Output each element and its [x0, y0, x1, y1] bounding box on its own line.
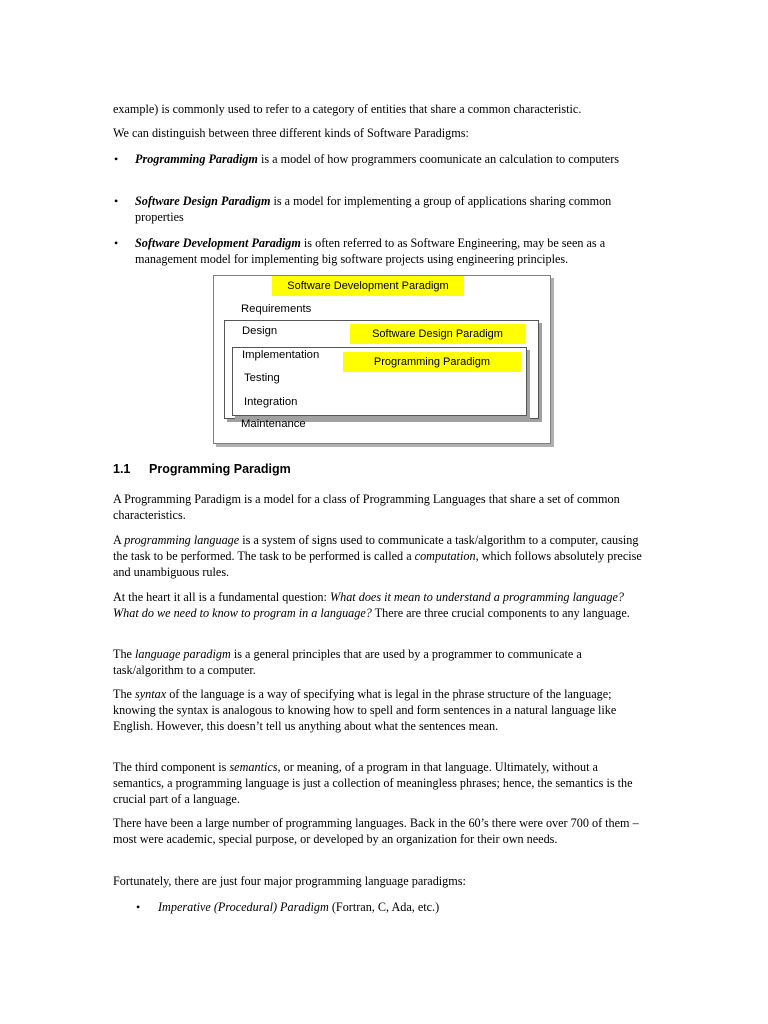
- term-computation: computation: [414, 549, 476, 563]
- list-item-software-design-paradigm: [135, 193, 650, 225]
- question: What does it mean to understand a programming language? What do we need to know to program in a language?: [113, 590, 625, 620]
- bullet-icon: •: [114, 236, 119, 250]
- term-language-paradigm: language paradigm: [135, 647, 231, 661]
- text: , which follows absolutely precise and unambiguous rules.: [113, 549, 642, 579]
- section-number: 1.1: [113, 462, 131, 476]
- list-item-programming-paradigm: [135, 151, 650, 167]
- text: is a general principles that are used by a programmer to communicate a task/algorithm to a computer.: [113, 647, 582, 677]
- text: , or meaning, of a program in that language. Ultimately, without a semantics, a programming language is just a collection of meaningless phrases; hence, the semantics is the crucial part of a language.: [113, 760, 633, 806]
- paragraph-7: There have been a large number of programming languages. Back in the 60’s there were over 700 of them – most were academic, special purpose, or developed by an organization for their own needs.: [113, 816, 639, 846]
- paragraph-4: [113, 646, 648, 678]
- list-term: Software Design Paradigm: [135, 194, 271, 208]
- implementation-label: Implementation: [242, 349, 320, 361]
- maintenance-label: Maintenance: [241, 418, 306, 430]
- paragraph-3: [113, 589, 648, 621]
- text: There are three crucial components to any language.: [371, 606, 630, 620]
- paradigm-diagram: [213, 275, 553, 447]
- paragraph-5: [113, 686, 648, 734]
- section-heading: [113, 462, 291, 476]
- term-syntax: syntax: [135, 687, 167, 701]
- section-title: Programming Paradigm: [149, 462, 291, 476]
- bullet-icon: •: [136, 900, 141, 914]
- term-programming-language: programming language: [124, 533, 240, 547]
- text: The: [113, 647, 135, 661]
- design-paradigm-label: Software Design Paradigm: [350, 324, 525, 344]
- paragraph-8: Fortunately, there are just four major programming language paradigms:: [113, 874, 466, 888]
- term-semantics: semantics: [229, 760, 278, 774]
- list-term: Software Development Paradigm: [135, 236, 301, 250]
- list-item-software-development-paradigm: [135, 235, 650, 267]
- text: of the language is a way of specifying what is legal in the phrase structure of the language; knowing the syntax is analogous to knowing how to spell and form sentences in a natural language like English. However, this doesn’t tell us anything about what the sentences mean.: [113, 687, 617, 733]
- testing-label: Testing: [244, 372, 280, 384]
- design-label: Design: [242, 325, 278, 337]
- bullet-icon: •: [114, 152, 119, 166]
- list-text: is a model of how programmers coomunicate an calculation to computers: [257, 152, 620, 166]
- intro-line-2: We can distinguish between three different kinds of Software Paradigms:: [113, 126, 469, 140]
- paragraph-2: [113, 532, 648, 580]
- requirements-label: Requirements: [241, 303, 312, 315]
- integration-label: Integration: [244, 396, 298, 408]
- list-text: is a model for implementing a group of applications sharing common properties: [135, 194, 612, 224]
- list-text: is often referred to as Software Engineering, may be seen as a management model for implementing big software projects using engineering principles.: [135, 236, 606, 266]
- paragraph-6: [113, 759, 648, 807]
- list-term: Programming Paradigm: [135, 152, 258, 166]
- text: The third component is: [113, 760, 230, 774]
- intro-line-1: example) is commonly used to refer to a category of entities that share a common characteristic.: [113, 102, 582, 116]
- list-item-imperative-paradigm: [158, 899, 648, 915]
- list-text: (Fortran, C, Ada, etc.): [328, 900, 440, 914]
- implementation-box: [232, 347, 527, 416]
- dev-paradigm-label: Software Development Paradigm: [272, 276, 464, 296]
- list-term: Imperative (Procedural) Paradigm: [158, 900, 329, 914]
- programming-paradigm-label: Programming Paradigm: [343, 352, 521, 372]
- text: is a system of signs used to communicate a task/algorithm to a computer, causing the task to be performed. The task to be performed is called a: [113, 533, 639, 563]
- paragraph-1: A Programming Paradigm is a model for a class of Programming Languages that share a set of common characteristics.: [113, 492, 620, 522]
- text: At the heart it all is a fundamental question:: [113, 590, 330, 604]
- text: A: [113, 533, 125, 547]
- bullet-icon: •: [114, 194, 119, 208]
- text: The: [113, 687, 135, 701]
- development-box: [213, 275, 551, 444]
